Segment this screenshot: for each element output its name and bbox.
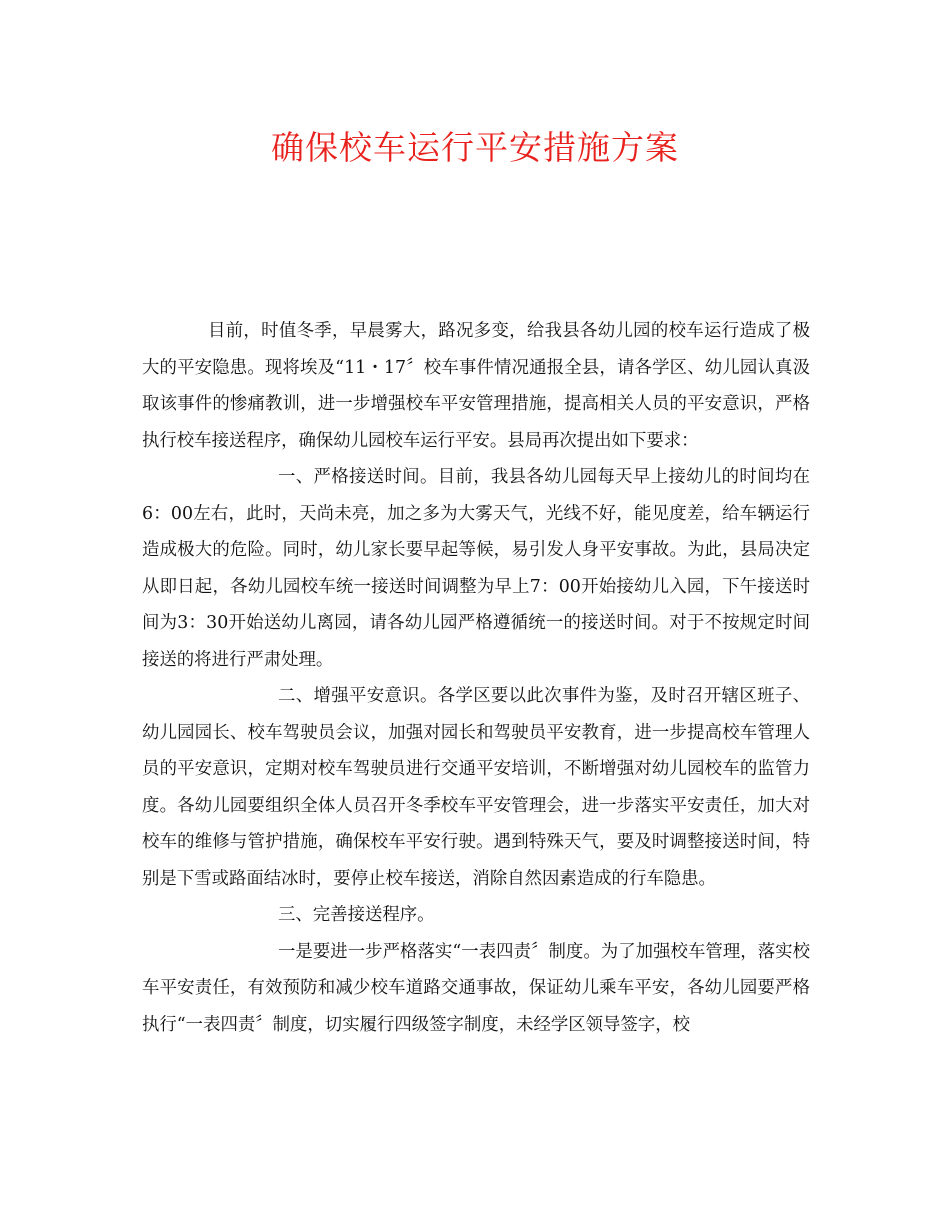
- paragraph-intro: 目前，时值冬季，早晨雾大，路况多变，给我县各幼儿园的校车运行造成了极大的平安隐患。现将埃及“11・17〞校车事件情况通报全县，请各学区、幼儿园认真汲取该事件的惨痛教训，进一步增强校车平安管理措施，提高相关人员的平安意识，严格执行校车接送程序，确保幼儿园校车运行平安。县局再次提出如下要求：: [142, 321, 810, 451]
- document-body: [142, 313, 810, 1043]
- paragraph-section-2: 二、增强平安意识。各学区要以此次事件为鉴，及时召开辖区班子、幼儿园园长、校车驾驶员会议，加强对园长和驾驶员平安教育，进一步提高校车管理人员的平安意识，定期对校车驾驶员进行交通平安培训，不断增强对幼儿园校车的监管力度。各幼儿园要组织全体人员召开冬季校车平安管理会，进一步落实平安责任，加大对校车的维修与管护措施，确保校车平安行驶。遇到特殊天气，要及时调整接送时间，特别是下雪或路面结冰时，要停止校车接送，消除自然因素造成的行车隐患。: [142, 686, 810, 889]
- paragraph-section-3-heading: 三、完善接送程序。: [278, 905, 435, 925]
- paragraph-section-3-item-1: 一是要进一步严格落实“一表四责〞制度。为了加强校车管理，落实校车平安责任，有效预防和减少校车道路交通事故，保证幼儿乘车平安，各幼儿园要严格执行“一表四责〞制度，切实履行四级签字制度，未经学区领导签字，校: [142, 941, 810, 1035]
- paragraph-section-1: 一、严格接送时间。目前，我县各幼儿园每天早上接幼儿的时间均在6：00左右，此时，天尚未亮，加之多为大雾天气，光线不好，能见度差，给车辆运行造成极大的危险。同时，幼儿家长要早起等候，易引发人身平安事故。为此，县局决定从即日起，各幼儿园校车统一接送时间调整为早上7：00开始接幼儿入园，下午接送时间为3：30开始送幼儿离园，请各幼儿园严格遵循统一的接送时间。对于不按规定时间接送的将进行严肃处理。: [142, 467, 810, 670]
- document-title: 确保校车运行平安措施方案: [271, 128, 679, 167]
